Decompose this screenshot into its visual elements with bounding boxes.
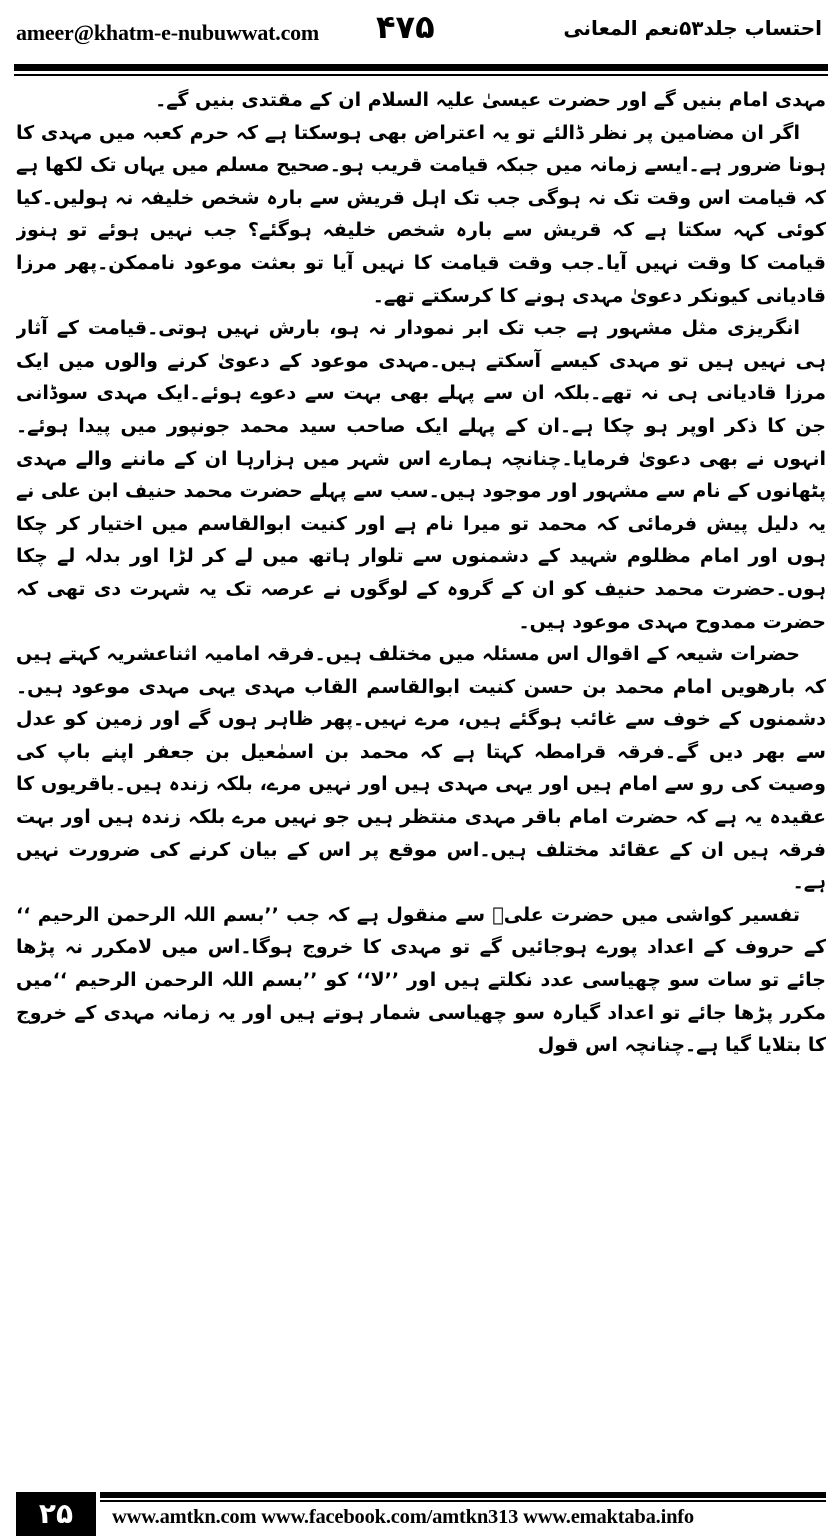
page-header [14, 4, 826, 64]
header-page-number: ۴۷۵ [376, 8, 435, 46]
header-rule-thick [14, 64, 828, 71]
footer-rule-thick [100, 1492, 826, 1498]
page-footer [0, 1486, 840, 1540]
header-rule-thin [14, 74, 828, 76]
footer-rule-thin [100, 1500, 826, 1502]
footer-page-number: ۲۵ [16, 1492, 96, 1536]
paragraph-5: تفسیر کواشی میں حضرت علیؓ سے منقول ہے کہ جب ’’بسم اللہ الرحمن الرحیم ‘‘ کے حروف کے اعداد پورے ہوجائیں گے تو مہدی کا خروج ہوگا۔اس میں لامکرر نہ پڑھا جائے تو سات سو چھیاسی عدد نکلتے ہیں اور ’’لا‘‘ کو ’’بسم اللہ الرحمن الرحیم ‘‘میں مکرر پڑھا جائے تو اعداد گیارہ سو چھیاسی شمار ہوتے ہیں اور یہ زمانہ مہدی کے خروج کا بتلایا گیا ہے۔چنانچہ اس قول [16, 903, 826, 1057]
page-body [16, 84, 826, 1462]
paragraph-3: انگریزی مثل مشہور ہے جب تک ابر نمودار نہ ہو، بارش نہیں ہوتی۔قیامت کے آثار ہی نہیں ہیں تو مہدی کیسے آسکتے ہیں۔مہدی موعود کے دعویٰ کرنے والوں میں ایک مرزا قادیانی ہی نہ تھے۔بلکہ ان سے پہلے بھی بہت سے دعوے ہوئے۔ایک مہدی سوڈانی جن کا ذکر اوپر ہو چکا ہے۔ان کے پہلے ایک صاحب سید محمد جونپور میں پیدا ہوئے۔انہوں نے بھی دعویٰ فرمایا۔چنانچہ ہمارے اس شہر میں ہزارہا ان کے ماننے والے مہدی پٹھانوں کے نام سے مشہور اور موجود ہیں۔سب سے پہلے حضرت محمد حنیف ابن علی نے یہ دلیل پیش فرمائی کہ محمد تو میرا نام ہے اور کنیت ابوالقاسم میں اختیار کر چکا ہوں اور امام مظلوم شہید کے دشمنوں سے تلوار ہاتھ میں لے کر لڑا اور بدلہ لے چکا ہوں۔حضرت محمد حنیف کو ان کے گروہ کے لوگوں نے عرصہ تک یہ شہرت دی تھی کہ حضرت ممدوح مہدی موعود ہیں۔ [16, 317, 826, 633]
footer-website-links: www.amtkn.com www.facebook.com/amtkn313 www.emaktaba.info [112, 1506, 694, 1528]
paragraph-1: مہدی امام بنیں گے اور حضرت عیسیٰ علیہ السلام ان کے مقتدی بنیں گے۔ [155, 89, 826, 111]
paragraph-2: اگر ان مضامین پر نظر ڈالئے تو یہ اعتراض بھی ہوسکتا ہے کہ حرم کعبہ میں مہدی کا ہونا ضرور ہے۔ایسے زمانہ میں جبکہ قیامت قریب ہو۔صحیح مسلم میں یہاں تک لکھا ہے کہ قیامت اس وقت تک نہ ہوگی جب تک اہل قریش سے بارہ شخص خلیفہ نہ ہولیں۔کیا کوئی کہہ سکتا ہے کہ قریش سے بارہ شخص خلیفہ ہوگئے؟ جب نہیں ہوئے تو ہنوز قیامت کا وقت نہیں آیا۔جب وقت قیامت کا نہیں آیا تو بعثت موعود ناممکن۔پھر مرزا قادیانی کیونکر دعویٰ مہدی ہونے کا کرسکتے تھے۔ [16, 121, 826, 307]
header-email: ameer@khatm-e-nubuwwat.com [16, 20, 320, 45]
paragraph-4: حضرات شیعہ کے اقوال اس مسئلہ میں مختلف ہیں۔فرقہ امامیہ اثناعشریہ کہتے ہیں کہ بارھویں امام محمد بن حسن کنیت ابوالقاسم القاب مہدی یہی مہدی موعود ہیں۔دشمنوں کے خوف سے غائب ہوگئے ہیں، مرے نہیں۔پھر ظاہر ہوں گے اور زمین کو عدل سے بھر دیں گے۔فرقہ قرامطہ کہتا ہے کہ محمد بن اسمٰعیل بن جعفر اپنے باپ کی وصیت کی رو سے امام ہیں اور یہی مہدی ہیں اور نہیں مرے، بلکہ زندہ ہیں۔باقریوں کا عقیدہ یہ ہے کہ حضرت امام باقر مہدی منتظر ہیں جو نہیں مرے بلکہ زندہ ہیں اور بہت فرقہ ہیں ان کے عقائد مختلف ہیں۔اس موقع پر اس کے بیان کرنے کی ضرورت نہیں ہے۔ [16, 643, 826, 894]
header-book-title: احتساب جلد۵۳نعم المعانی [563, 16, 822, 40]
